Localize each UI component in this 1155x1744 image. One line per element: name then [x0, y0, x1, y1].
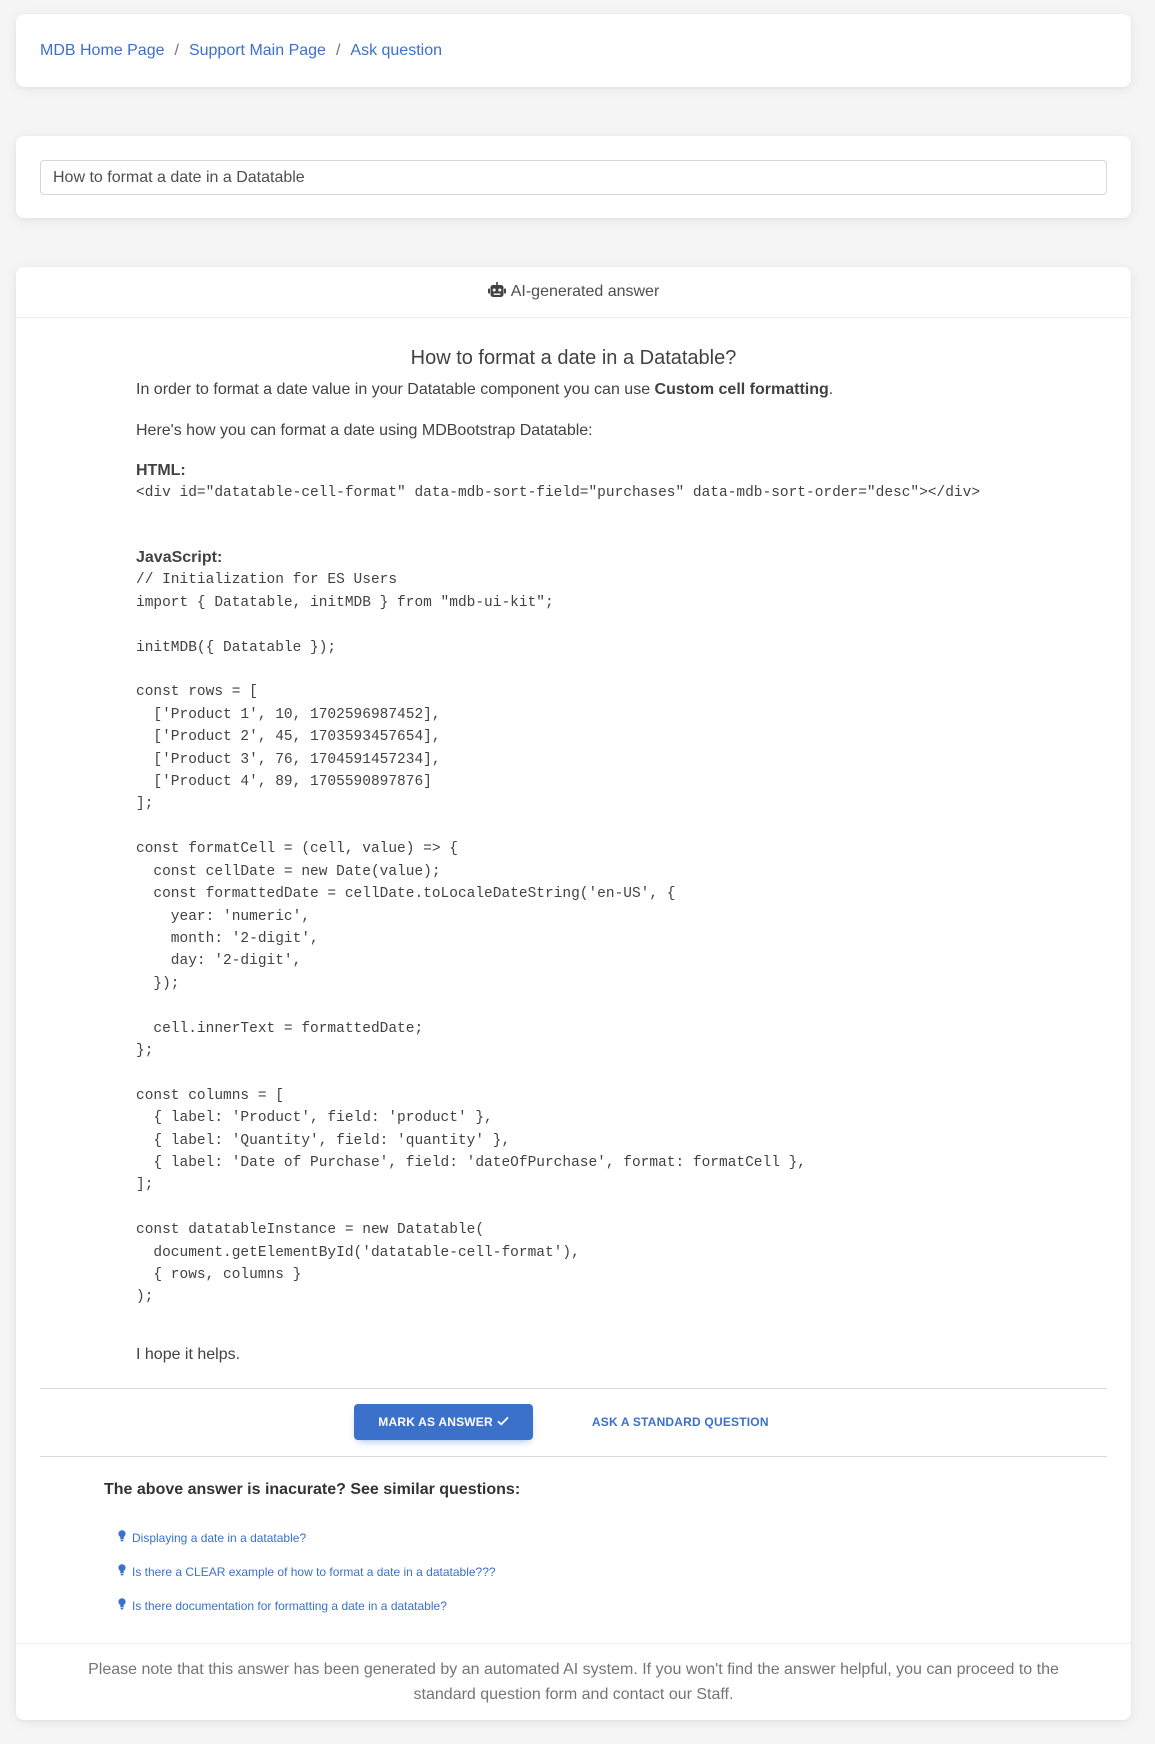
html-code-block: <div id="datatable-cell-format" data-mdb-sort-field="purchases" data-mdb-sort-order="desc"></div>: [136, 485, 981, 501]
javascript-label: JavaScript:: [136, 549, 223, 567]
answer-intro-suffix: .: [828, 381, 834, 398]
breadcrumb-item-support[interactable]: Support Main Page: [188, 41, 326, 59]
javascript-code-block: // Initialization for ES Users import { Datatable, initMDB } from "mdb-ui-kit"; initMDB({ Datatable }); const rows = [ ['Product 1', 10, 1702596987452], ['Product 2', 45, 1703593457654], ['Product 3', 76, 1704591457234], ['Product 4', 89, 1705590897876] ]; const formatCell = (cell, value) => { const cellDate = new Date(value); const formattedDate = cellDate.toLocaleDateString('en-US', { year: 'numeric', month: '2-digit', day: '2-digit', }); cell.innerText = formattedDate; }; const columns = [ { label: 'Product', field: 'product' }, { label: 'Quantity', field: 'quantity' }, { label: 'Date of Purchase', field: 'dateOfPurchase', format: formatCell }, ]; const datatableInstance = new Datatable( document.getElementById('datatable-cell-format'), { rows, columns } );: [136, 572, 807, 1306]
breadcrumb-item-ask[interactable]: Ask question: [350, 41, 442, 59]
mark-as-answer-label: MARK AS ANSWER: [378, 1415, 493, 1429]
robot-icon: [488, 282, 506, 303]
answer-intro: [136, 378, 1131, 402]
answer-closing: I hope it helps.: [136, 1345, 241, 1363]
list-item: [118, 1521, 520, 1555]
divider: [40, 1388, 1107, 1389]
breadcrumb-separator: /: [335, 41, 341, 59]
answer-header-label: AI-generated answer: [510, 283, 660, 300]
answer-header: [16, 267, 1131, 318]
answer-title: How to format a date in a Datatable?: [410, 347, 737, 369]
answer-body: [16, 343, 1131, 1367]
breadcrumb-separator: /: [174, 41, 179, 59]
check-icon: [497, 1415, 509, 1429]
similar-questions: [104, 1479, 520, 1623]
similar-questions-list: [104, 1521, 520, 1623]
similar-question-link[interactable]: Is there documentation for formatting a date in a datatable?: [132, 1599, 447, 1613]
lightbulb-icon: [118, 1563, 126, 1581]
breadcrumb-item-home[interactable]: MDB Home Page: [40, 41, 165, 59]
similar-question-link[interactable]: Is there a CLEAR example of how to format a date in a datatable???: [132, 1565, 496, 1579]
list-item: [118, 1555, 520, 1589]
answer-card: [16, 267, 1131, 1720]
answer-actions: [16, 1404, 1131, 1440]
list-item: [118, 1589, 520, 1623]
ai-disclaimer-text: Please note that this answer has been generated by an automated AI system. If you won't find the answer helpful, you can proceed to the standard question form and contact our Staff.: [88, 1661, 1059, 1703]
lightbulb-icon: [118, 1529, 126, 1547]
similar-questions-title: The above answer is inacurate? See similar questions:: [104, 1481, 521, 1498]
breadcrumb: [40, 42, 442, 60]
answer-subintro: Here's how you can format a date using MDBootstrap Datatable:: [136, 422, 593, 439]
lightbulb-icon: [118, 1597, 126, 1615]
ai-disclaimer-footer: [16, 1643, 1131, 1720]
mark-as-answer-button[interactable]: [354, 1404, 533, 1440]
similar-question-link[interactable]: Displaying a date in a datatable?: [132, 1531, 307, 1545]
ask-standard-question-button[interactable]: ASK A STANDARD QUESTION: [568, 1404, 793, 1440]
answer-intro-prefix: In order to format a date value in your Datatable component you can use: [136, 381, 655, 398]
breadcrumb-card: [16, 14, 1131, 87]
divider: [40, 1456, 1107, 1457]
question-input[interactable]: [40, 160, 1107, 195]
html-label: HTML:: [136, 462, 186, 479]
question-card: [16, 136, 1131, 218]
answer-intro-bold: Custom cell formatting: [654, 381, 829, 398]
